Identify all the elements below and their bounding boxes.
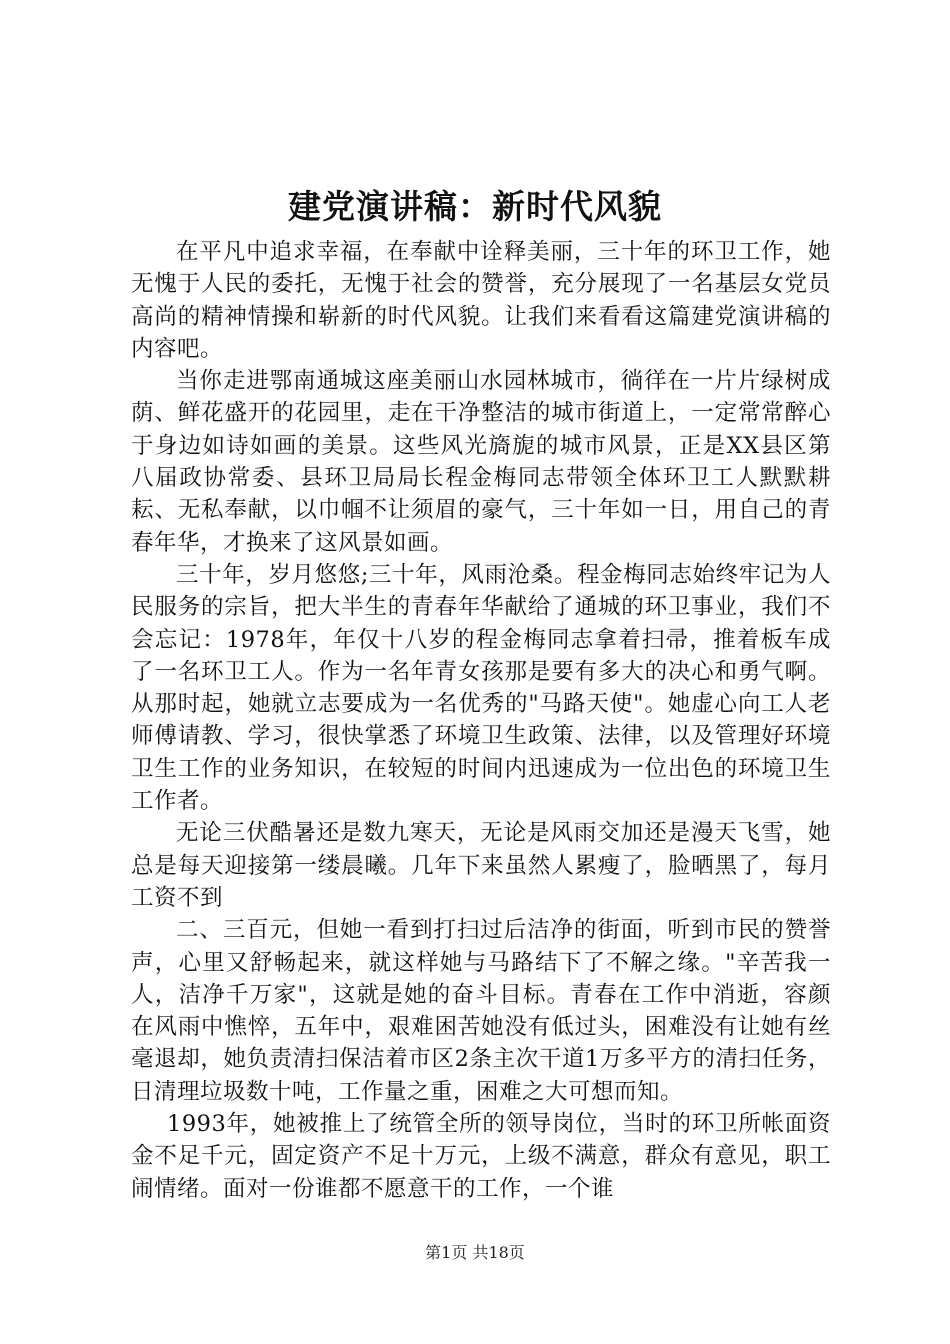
paragraph-intro: 在平凡中追求幸福，在奉献中诠释美丽，三十年的环卫工作，她无愧于人民的委托，无愧于社会的赞誉，充分展现了一名基层女党员高尚的精神情操和崭新的时代风貌。让我们来看看这篇建党演讲稿的内容吧。 bbox=[131, 239, 831, 362]
paragraph-1993: 1993年，她被推上了统管全所的领导岗位，当时的环卫所帐面资金不足千元，固定资产不足十万元，上级不满意，群众有意见，职工闹情绪。面对一份谁都不愿意干的工作，一个谁 bbox=[131, 1111, 831, 1202]
paragraph-thirty-years: 三十年，岁月悠悠;三十年，风雨沧桑。程金梅同志始终牢记为人民服务的宗旨，把大半生的青春年华献给了通城的环卫事业，我们不会忘记：1978年，年仅十八岁的程金梅同志拿着扫帚，推着板车成了一名环卫工人。作为一名年青女孩那是要有多大的决心和勇气啊。从那时起，她就立志要成为一名优秀的"马路天使"。她虚心向工人老师傅请教、学习，很快掌悉了环境卫生政策、法律，以及管理好环境卫生工作的业务知识，在较短的时间内迅速成为一位出色的环境卫生工作者。 bbox=[131, 561, 831, 815]
paragraph-city-scenery: 当你走进鄂南通城这座美丽山水园林城市，徜徉在一片片绿树成荫、鲜花盛开的花园里，走在干净整洁的城市街道上，一定常常醉心于身边如诗如画的美景。这些风光旖旎的城市风景，正是XX县区第八届政协常委、县环卫局局长程金梅同志带领全体环卫工人默默耕耘、无私奉献，以巾帼不让须眉的豪气，三十年如一日，用自己的青春年华，才换来了这风景如画。 bbox=[131, 368, 831, 556]
paragraph-seasons: 无论三伏酷暑还是数九寒天，无论是风雨交加还是漫天飞雪，她总是每天迎接第一缕晨曦。几年下来虽然人累瘦了，脸晒黑了，每月工资不到 bbox=[131, 820, 831, 911]
page-number-footer: 第1页 共18页 bbox=[425, 1243, 525, 1262]
document-title: 建党演讲稿：新时代风貌 bbox=[288, 187, 662, 226]
paragraph-salary: 二、三百元，但她一看到打扫过后洁净的街面，听到市民的赞誉声，心里又舒畅起来，就这样她与马路结下了不解之缘。"辛苦我一人，洁净千万家"，这就是她的奋斗目标。青春在工作中消逝，容颜在风雨中憔悴，五年中，艰难困苦她没有低过头，困难没有让她有丝毫退却，她负责清扫保洁着市区2条主次干道1万多平方的清扫任务，日清理垃圾数十吨，工作量之重，困难之大可想而知。 bbox=[131, 917, 831, 1105]
document-body bbox=[131, 236, 831, 1205]
